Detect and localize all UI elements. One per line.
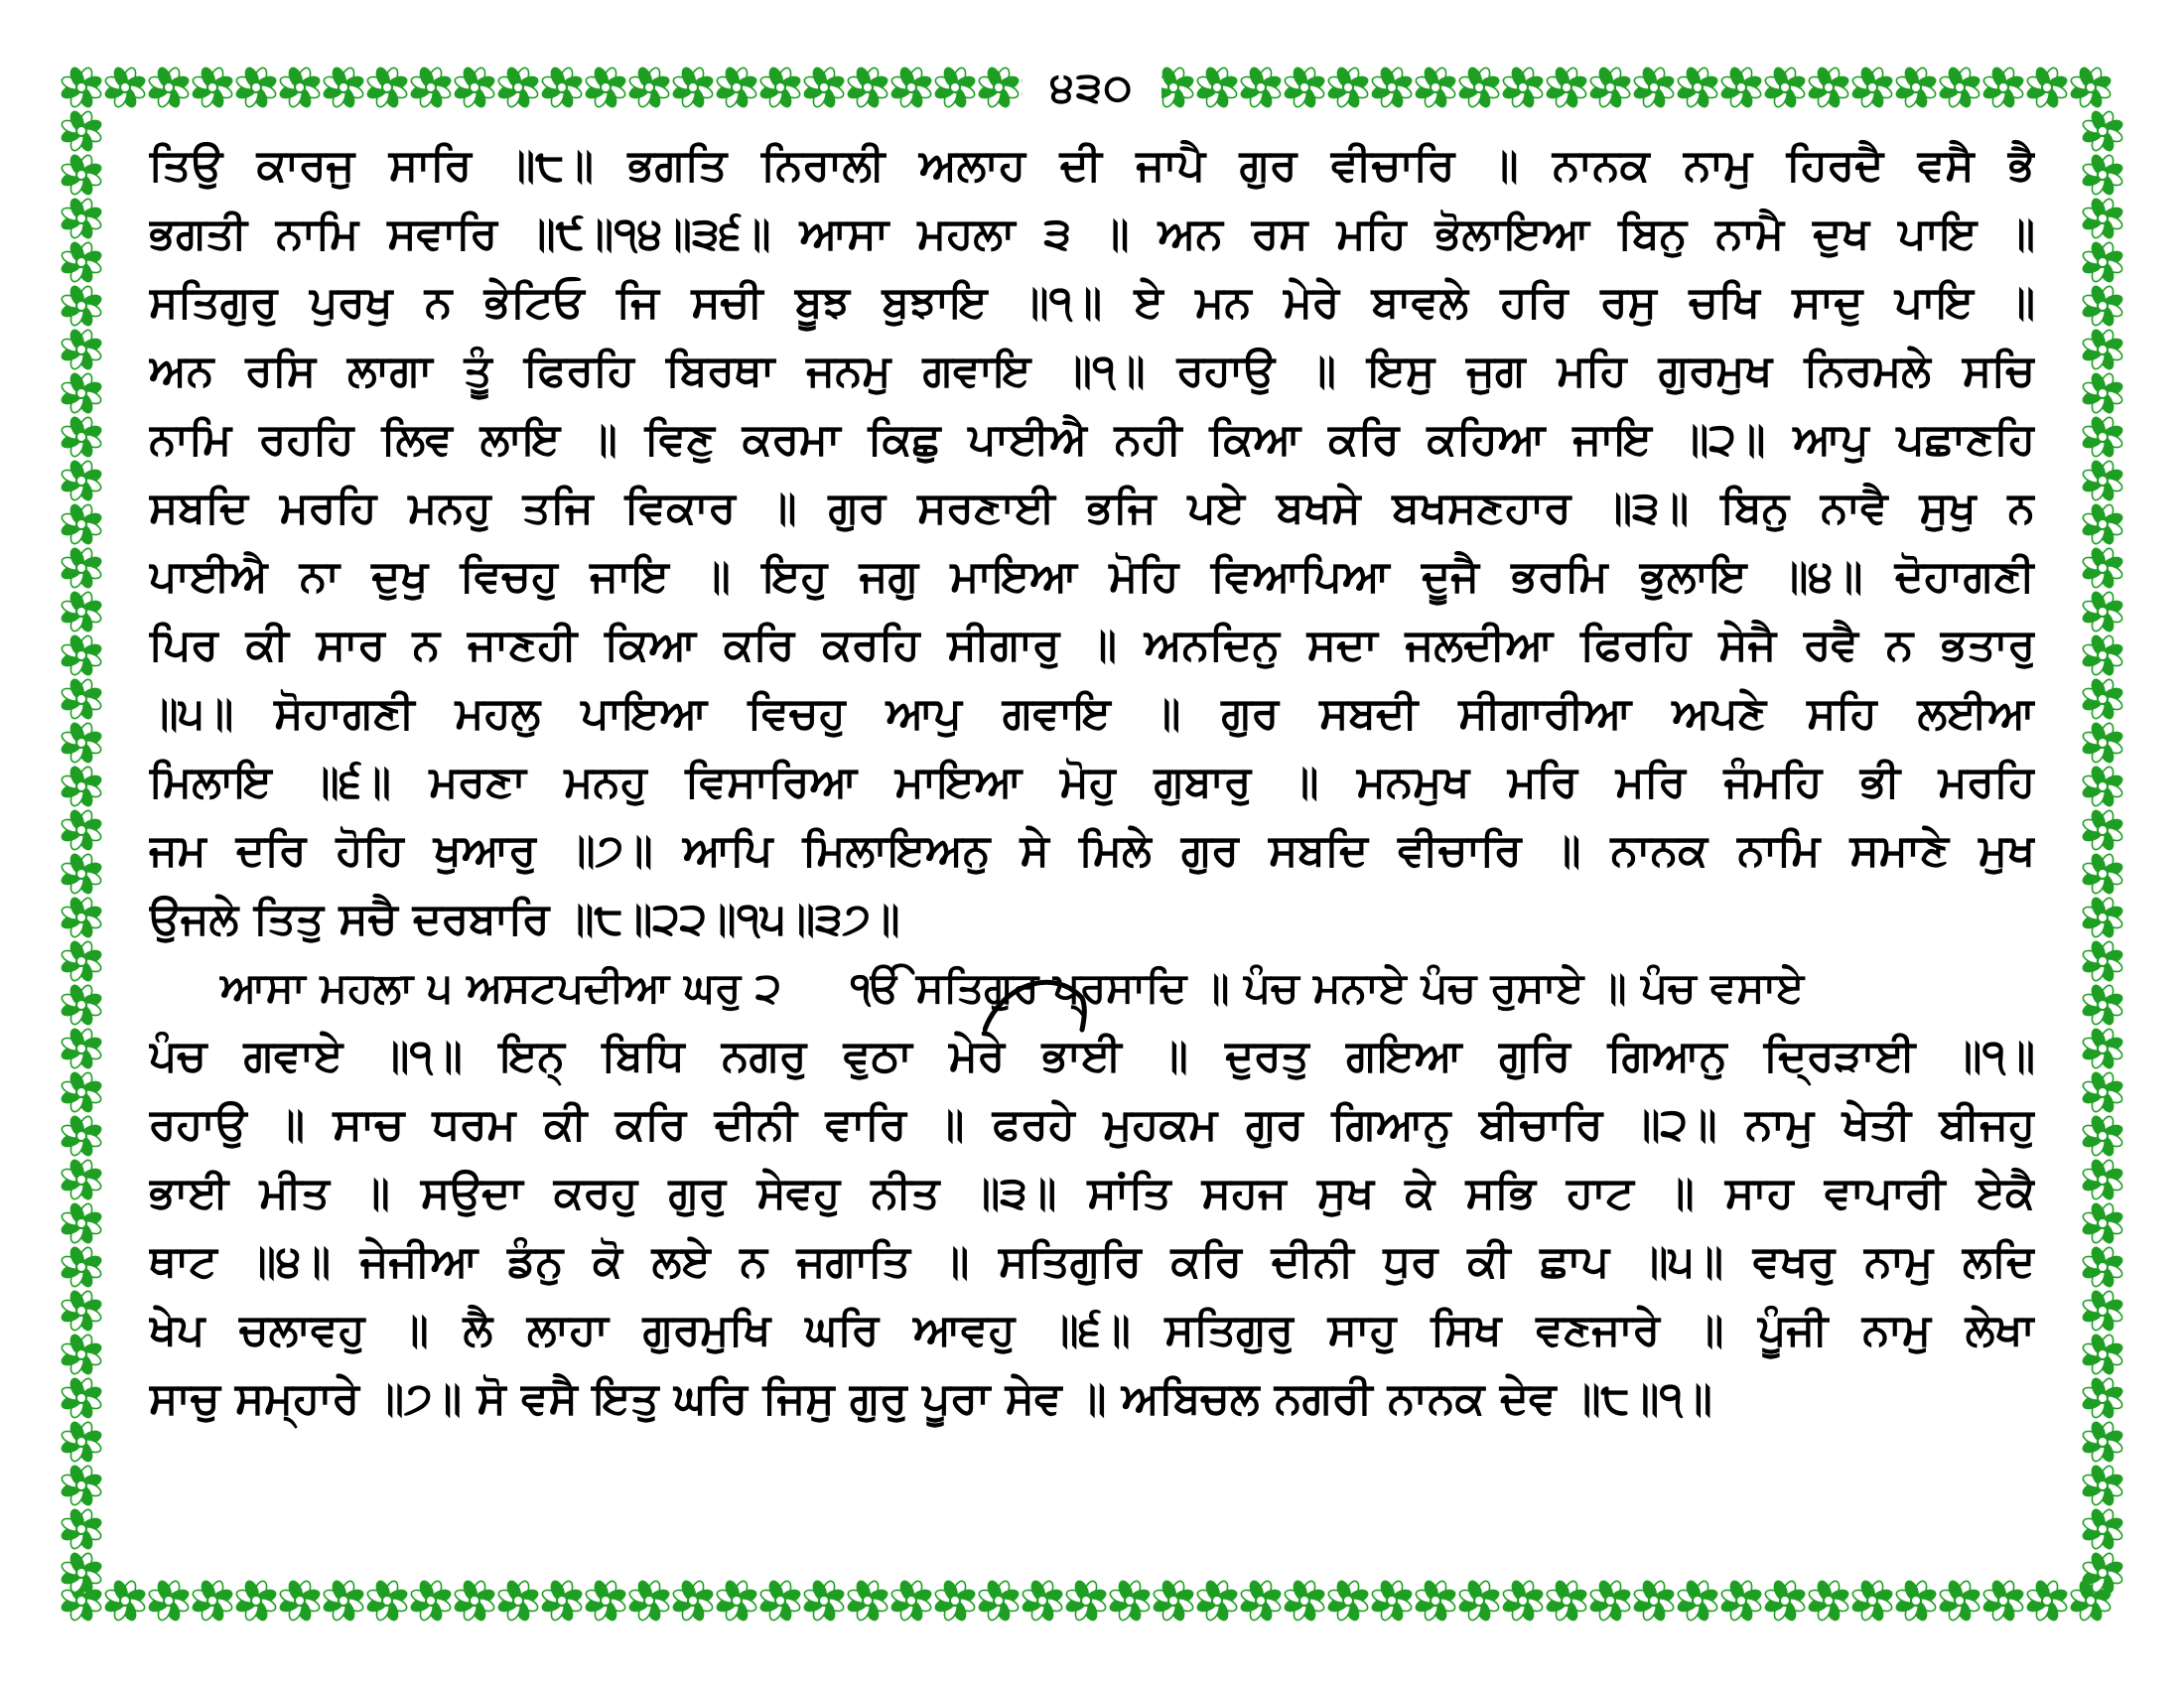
text-line: ਪੰਚ ਗਵਾਏ ॥੧॥ ਇਨ੍ ਬਿਧਿ ਨਗਰੁ ਵੁਠਾ ਮੇਰੇ ਭਾਈ ॥ ਦੁਰਤੁ ਗਇਆ ਗੁਰਿ ਗਿਆਨੁ ਦ੍ਰਿੜਾਈ ॥੧॥ [149, 1031, 2035, 1081]
flower-icon [60, 1027, 103, 1070]
ek-onkar-swash [983, 968, 1092, 1038]
text-line: ਸਬਦਿ ਮਰਹਿ ਮਨਹੁ ਤਜਿ ਵਿਕਾਰ ॥ ਗੁਰ ਸਰਣਾਈ ਭਜਿ ਪਏ ਬਖਸੇ ਬਖਸਣਹਾਰ ॥੩॥ ਬਿਨੁ ਨਾਵੈ ਸੁਖੁ ਨ [149, 483, 2035, 533]
flower-icon [60, 1201, 103, 1245]
flower-icon [2081, 1245, 2124, 1289]
flower-icon [1195, 66, 1239, 109]
flower-icon [60, 1289, 103, 1333]
flower-icon [2081, 1027, 2124, 1070]
flower-icon [2081, 633, 2124, 677]
flower-icon [60, 765, 103, 808]
flower-icon [2081, 502, 2124, 546]
flower-icon [540, 1579, 584, 1622]
text-line: ਉਜਲੇ ਤਿਤੁ ਸਚੈ ਦਰਬਾਰਿ ॥੮॥੨੨॥੧੫॥੩੭॥ [149, 894, 900, 944]
flower-icon [60, 415, 103, 459]
flower-icon [1588, 66, 1632, 109]
flower-icon [409, 66, 453, 109]
flower-icon [60, 1420, 103, 1464]
flower-icon [1195, 1579, 1239, 1622]
flower-icon [1239, 66, 1283, 109]
flower-icon [1414, 1579, 1457, 1622]
flower-icon [60, 66, 103, 109]
flower-icon [1545, 1579, 1588, 1622]
flower-icon [234, 66, 278, 109]
flower-icon [627, 66, 671, 109]
text-line: ॥੫॥ ਸੋਹਾਗਣੀ ਮਹਲੁ ਪਾਇਆ ਵਿਚਹੁ ਆਪੁ ਗਵਾਇ ॥ ਗੁਰ ਸਬਦੀ ਸੀਗਾਰੀਆ ਅਪਣੇ ਸਹਿ ਲਈਆ [149, 688, 2035, 739]
flower-icon [365, 66, 409, 109]
heading-title: ਆਸਾ ਮਹਲਾ ੫ ਅਸਟਪਦੀਆ ਘਰੁ ੨ [220, 963, 782, 1012]
flower-icon [147, 1579, 191, 1622]
flower-icon [60, 109, 103, 153]
flower-icon [1501, 66, 1545, 109]
flower-icon [1981, 1579, 2025, 1622]
text-line: ਭਗਤੀ ਨਾਮਿ ਸਵਾਰਿ ॥੯॥੧੪॥੩੬॥ ਆਸਾ ਮਹਲਾ ੩ ॥ ਅਨ ਰਸ ਮਹਿ ਭੋਲਾਇਆ ਬਿਨੁ ਨਾਮੈ ਦੁਖ ਪਾਇ ॥ [149, 209, 2035, 259]
flower-icon [60, 459, 103, 502]
heading-mool-mantar: ੴ ਸਤਿਗੁਰ ਪ੍ਰਸਾਦਿ ॥ ਪੰਚ ਮਨਾਏ ਪੰਚ ਰੁਸਾਏ ॥ ਪੰਚ ਵਸਾਏ [851, 963, 1805, 1012]
flower-icon [2081, 896, 2124, 939]
flower-icon [60, 1245, 103, 1289]
flower-icon [60, 371, 103, 415]
flower-icon [758, 66, 802, 109]
flower-icon [2081, 1114, 2124, 1158]
flower-icon [496, 1579, 540, 1622]
flower-icon [1545, 66, 1588, 109]
page-number: ੪੩੦ [1023, 58, 1161, 117]
flower-icon [1152, 1579, 1195, 1622]
flower-icon [2081, 1420, 2124, 1464]
flower-icon [60, 1464, 103, 1507]
text-line: ਤਿਉ ਕਾਰਜੁ ਸਾਰਿ ॥੮॥ ਭਗਤਿ ਨਿਰਾਲੀ ਅਲਾਹ ਦੀ ਜਾਪੈ ਗੁਰ ਵੀਚਾਰਿ ॥ ਨਾਨਕ ਨਾਮੁ ਹਿਰਦੈ ਵਸੈ ਭੈ [149, 140, 2035, 191]
flower-icon [2081, 1201, 2124, 1245]
flower-icon [1894, 1579, 1938, 1622]
scripture-text [149, 131, 2035, 1433]
flower-icon [2081, 284, 2124, 328]
flower-icon [2081, 459, 2124, 502]
text-line: ਭਾਈ ਮੀਤ ॥ ਸਉਦਾ ਕਰਹੁ ਗੁਰੁ ਸੇਵਹੁ ਨੀਤ ॥੩॥ ਸਾਂਤਿ ਸਹਜ ਸੁਖ ਕੇ ਸਭਿ ਹਾਟ ॥ ਸਾਹ ਵਾਪਾਰੀ ਏਕੈ [149, 1168, 2035, 1218]
flower-icon [60, 633, 103, 677]
flower-icon [2081, 546, 2124, 590]
flower-icon [60, 721, 103, 765]
text-line: ਅਨ ਰਸਿ ਲਾਗਾ ਤੂੰ ਫਿਰਹਿ ਬਿਰਥਾ ਜਨਮੁ ਗਵਾਇ ॥੧॥ ਰਹਾਉ ॥ ਇਸੁ ਜੁਗ ਮਹਿ ਗੁਰਮੁਖ ਨਿਰਮਲੇ ਸਚਿ [149, 346, 2035, 396]
flower-icon [2081, 1464, 2124, 1507]
flower-icon [60, 328, 103, 371]
text-line: ਸਤਿਗੁਰੁ ਪੁਰਖੁ ਨ ਭੇਟਿਓ ਜਿ ਸਚੀ ਬੂਝ ਬੁਝਾਇ ॥੧॥ ਏ ਮਨ ਮੇਰੇ ਬਾਵਲੇ ਹਰਿ ਰਸੁ ਚਖਿ ਸਾਦੁ ਪਾਇ ॥ [149, 277, 2035, 328]
flower-icon [1021, 1579, 1064, 1622]
flower-icon [2081, 590, 2124, 633]
flower-icon [1938, 66, 1981, 109]
flower-icon [846, 1579, 889, 1622]
flower-icon [103, 66, 147, 109]
flower-icon [1326, 1579, 1370, 1622]
flower-icon [278, 66, 322, 109]
flower-icon [2081, 983, 2124, 1027]
flower-icon [1283, 1579, 1326, 1622]
flower-icon [1719, 1579, 1763, 1622]
flower-icon [60, 939, 103, 983]
flower-icon [846, 66, 889, 109]
flower-icon [1894, 66, 1938, 109]
flower-icon [60, 1070, 103, 1114]
flower-icon [584, 66, 627, 109]
flower-icon [60, 546, 103, 590]
flower-icon [60, 197, 103, 240]
text-line: ਪਾਈਐ ਨਾ ਦੁਖੁ ਵਿਚਹੁ ਜਾਇ ॥ ਇਹੁ ਜਗੁ ਮਾਇਆ ਮੋਹਿ ਵਿਆਪਿਆ ਦੂਜੈ ਭਰਮਿ ਭੁਲਾਇ ॥੪॥ ਦੋਹਾਗਣੀ [149, 551, 2035, 602]
flower-icon [1938, 1579, 1981, 1622]
flower-icon [1676, 66, 1719, 109]
flower-icon [2081, 109, 2124, 153]
text-line: ਸਾਚੁ ਸਮ੍ਹਾਰੇ ॥੭॥ ਸੋ ਵਸੈ ਇਤੁ ਘਰਿ ਜਿਸੁ ਗੁਰੁ ਪੂਰਾ ਸੇਵ ॥ ਅਬਿਚਲ ਨਗਰੀ ਨਾਨਕ ਦੇਵ ॥੮॥੧॥ [149, 1373, 1712, 1424]
flower-icon [1283, 66, 1326, 109]
flower-icon [1719, 66, 1763, 109]
flower-icon [1981, 66, 2025, 109]
flower-icon [278, 1579, 322, 1622]
flower-icon [60, 1507, 103, 1551]
flower-icon [60, 240, 103, 284]
flower-icon [889, 1579, 933, 1622]
flower-icon [322, 66, 365, 109]
flower-icon [1457, 1579, 1501, 1622]
section-heading [149, 953, 2035, 1022]
flower-icon [1676, 1579, 1719, 1622]
text-line: ਪਿਰ ਕੀ ਸਾਰ ਨ ਜਾਣਹੀ ਕਿਆ ਕਰਿ ਕਰਹਿ ਸੀਗਾਰੁ ॥ ਅਨਦਿਨੁ ਸਦਾ ਜਲਦੀਆ ਫਿਰਹਿ ਸੇਜੈ ਰਵੈ ਨ ਭਤਾਰੁ [149, 620, 2035, 670]
flower-icon [715, 1579, 758, 1622]
flower-icon [933, 66, 977, 109]
flower-icon [1632, 66, 1676, 109]
flower-icon [60, 502, 103, 546]
flower-icon [2069, 66, 2113, 109]
flower-icon [2081, 328, 2124, 371]
flower-icon [60, 1376, 103, 1420]
flower-icon [453, 66, 496, 109]
text-line: ਨਾਮਿ ਰਹਹਿ ਲਿਵ ਲਾਇ ॥ ਵਿਣੁ ਕਰਮਾ ਕਿਛੁ ਪਾਈਐ ਨਹੀ ਕਿਆ ਕਰਿ ਕਹਿਆ ਜਾਇ ॥੨॥ ਆਪੁ ਪਛਾਣਹਿ [149, 414, 2035, 465]
flower-icon [1850, 1579, 1894, 1622]
flower-icon [2081, 765, 2124, 808]
flower-icon [60, 1114, 103, 1158]
text-line: ਥਾਟ ॥੪॥ ਜੇਜੀਆ ਡੰਨੁ ਕੋ ਲਏ ਨ ਜਗਾਤਿ ॥ ਸਤਿਗੁਰਿ ਕਰਿ ਦੀਨੀ ਧੁਰ ਕੀ ਛਾਪ ॥੫॥ ਵਖਰੁ ਨਾਮੁ ਲਦਿ [149, 1236, 2035, 1287]
flower-icon [2081, 1289, 2124, 1333]
flower-icon [977, 1579, 1021, 1622]
flower-icon [715, 66, 758, 109]
flower-icon [496, 66, 540, 109]
flower-icon [2081, 371, 2124, 415]
flower-icon [1239, 1579, 1283, 1622]
flower-icon [60, 153, 103, 197]
flower-icon [234, 1579, 278, 1622]
flower-icon [933, 1579, 977, 1622]
flower-icon [409, 1579, 453, 1622]
flower-icon [60, 896, 103, 939]
flower-icon [60, 1333, 103, 1376]
flower-icon [1632, 1579, 1676, 1622]
flower-icon [60, 1551, 103, 1595]
flower-icon [60, 852, 103, 896]
flower-icon [60, 1158, 103, 1201]
flower-icon [1457, 66, 1501, 109]
flower-icon [1501, 1579, 1545, 1622]
flower-icon [2081, 240, 2124, 284]
flower-icon [2081, 677, 2124, 721]
flower-icon [2081, 808, 2124, 852]
flower-icon [2081, 939, 2124, 983]
flower-icon [103, 1579, 147, 1622]
flower-icon [2081, 1158, 2124, 1201]
flower-icon [2081, 1507, 2124, 1551]
flower-icon [60, 983, 103, 1027]
flower-icon [322, 1579, 365, 1622]
flower-icon [2081, 1551, 2124, 1595]
flower-icon [1588, 1579, 1632, 1622]
flower-icon [191, 66, 234, 109]
text-line: ਖੇਪ ਚਲਾਵਹੁ ॥ ਲੈ ਲਾਹਾ ਗੁਰਮੁਖਿ ਘਰਿ ਆਵਹੁ ॥੬॥ ਸਤਿਗੁਰੁ ਸਾਹੁ ਸਿਖ ਵਣਜਾਰੇ ॥ ਪੂੰਜੀ ਨਾਮੁ ਲੇਖਾ [149, 1305, 2035, 1355]
flower-icon [1850, 66, 1894, 109]
flower-icon [2081, 721, 2124, 765]
text-line: ਜਮ ਦਰਿ ਹੋਹਿ ਖੁਆਰੁ ॥੭॥ ਆਪਿ ਮਿਲਾਇਅਨੁ ਸੇ ਮਿਲੇ ਗੁਰ ਸਬਦਿ ਵੀਚਾਰਿ ॥ ਨਾਨਕ ਨਾਮਿ ਸਮਾਣੇ ਮੁਖ [149, 825, 2035, 876]
flower-icon [671, 66, 715, 109]
flower-icon [889, 66, 933, 109]
flower-icon [1763, 66, 1807, 109]
flower-icon [1064, 1579, 1108, 1622]
flower-icon [540, 66, 584, 109]
flower-icon [1414, 66, 1457, 109]
flower-icon [60, 808, 103, 852]
flower-icon [2025, 1579, 2069, 1622]
flower-icon [453, 1579, 496, 1622]
flower-icon [2081, 153, 2124, 197]
flower-icon [60, 590, 103, 633]
flower-icon [671, 1579, 715, 1622]
flower-icon [60, 677, 103, 721]
flower-icon [60, 284, 103, 328]
flower-icon [1763, 1579, 1807, 1622]
flower-icon [147, 66, 191, 109]
flower-icon [627, 1579, 671, 1622]
flower-icon [2081, 1376, 2124, 1420]
flower-icon [758, 1579, 802, 1622]
flower-icon [2081, 1333, 2124, 1376]
flower-icon [191, 1579, 234, 1622]
flower-icon [1370, 66, 1414, 109]
flower-icon [2081, 415, 2124, 459]
flower-icon [1807, 66, 1850, 109]
flower-icon [1370, 1579, 1414, 1622]
flower-icon [365, 1579, 409, 1622]
flower-icon [1108, 1579, 1152, 1622]
flower-icon [584, 1579, 627, 1622]
flower-icon [2025, 66, 2069, 109]
text-line: ਰਹਾਉ ॥ ਸਾਚ ਧਰਮ ਕੀ ਕਰਿ ਦੀਨੀ ਵਾਰਿ ॥ ਫਰਹੇ ਮੁਹਕਮ ਗੁਰ ਗਿਆਨੁ ਬੀਚਾਰਿ ॥੨॥ ਨਾਮੁ ਖੇਤੀ ਬੀਜਹੁ [149, 1099, 2035, 1150]
flower-icon [1807, 1579, 1850, 1622]
text-line: ਮਿਲਾਇ ॥੬॥ ਮਰਣਾ ਮਨਹੁ ਵਿਸਾਰਿਆ ਮਾਇਆ ਮੋਹੁ ਗੁਬਾਰੁ ॥ ਮਨਮੁਖ ਮਰਿ ਮਰਿ ਜੰਮਹਿ ਭੀ ਮਰਹਿ [149, 757, 2035, 807]
flower-icon [1326, 66, 1370, 109]
flower-icon [2081, 1070, 2124, 1114]
flower-icon [802, 1579, 846, 1622]
flower-icon [2081, 852, 2124, 896]
flower-icon [802, 66, 846, 109]
flower-icon [977, 66, 1021, 109]
flower-icon [2081, 197, 2124, 240]
